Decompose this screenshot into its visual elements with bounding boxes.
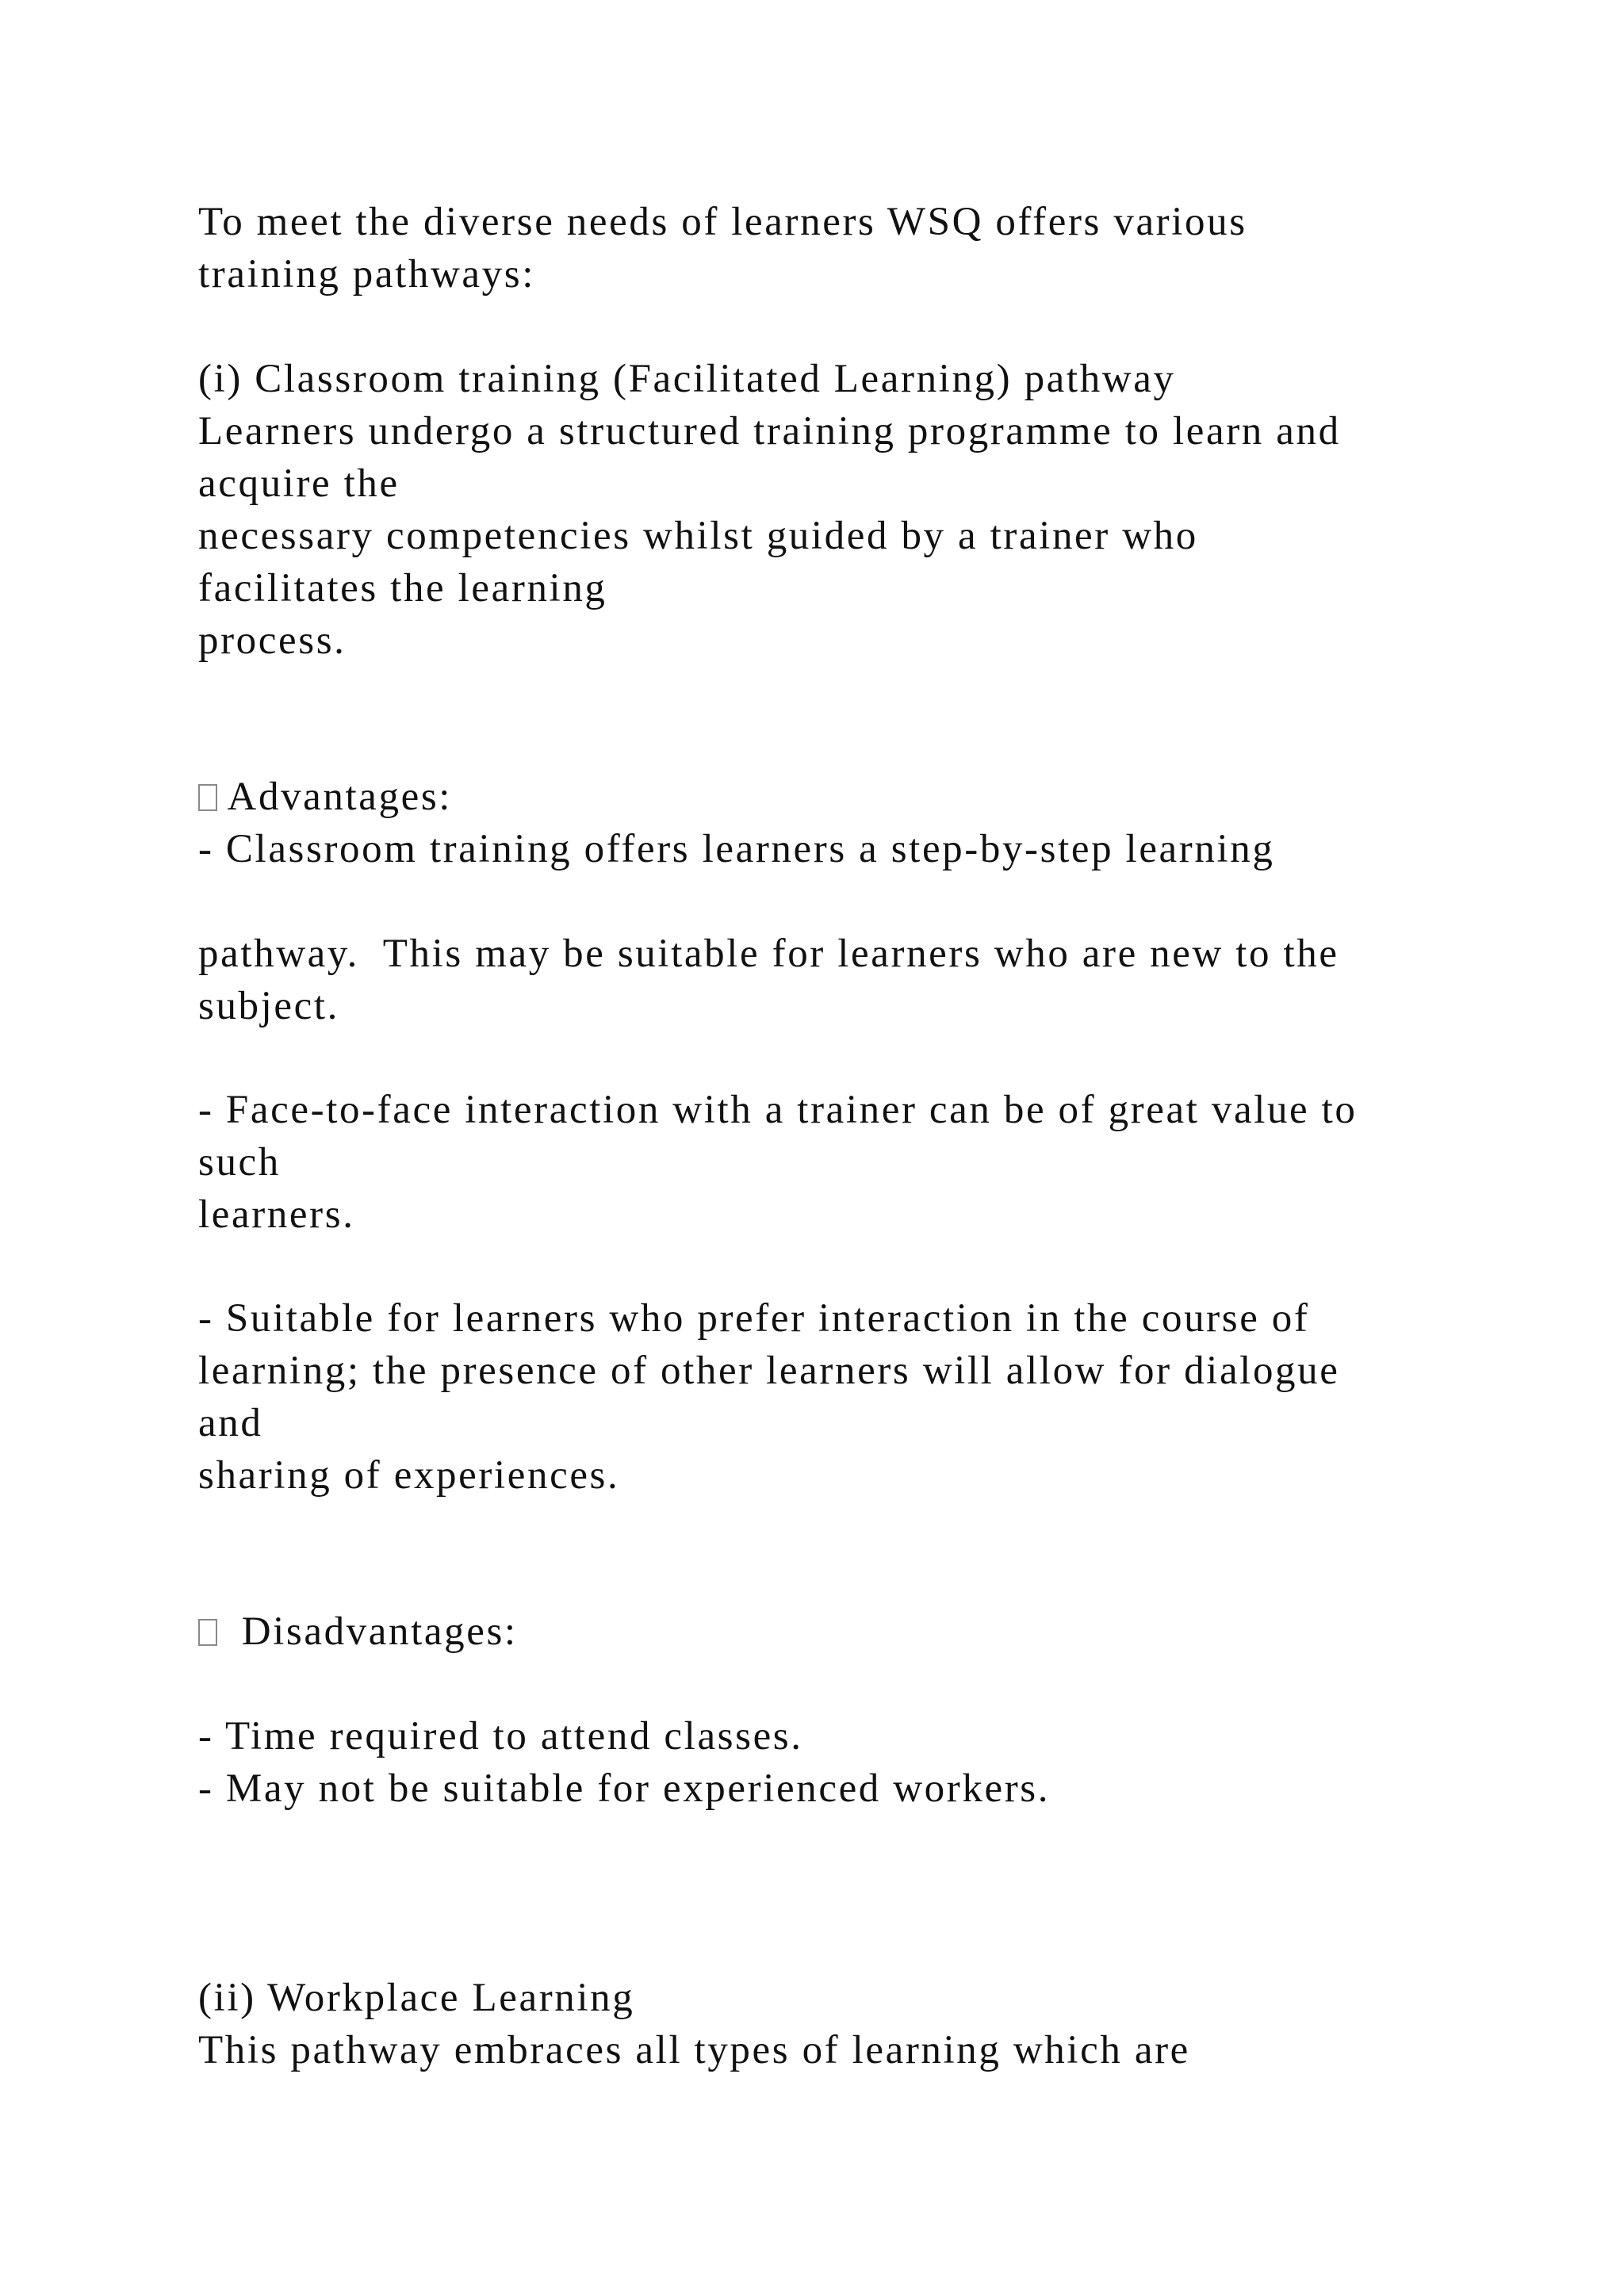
body-line: facilitates the learning xyxy=(198,566,607,610)
missing-glyph-icon xyxy=(198,1619,217,1646)
advantage-line: and xyxy=(198,1401,263,1445)
advantage-line: sharing of experiences. xyxy=(198,1453,620,1498)
advantage-line: pathway. This may be suitable for learners who are new to the xyxy=(198,932,1339,976)
advantage-line: subject. xyxy=(198,984,340,1028)
advantage-line: - Suitable for learners who prefer interaction in the course of xyxy=(198,1296,1310,1341)
disadvantages-heading xyxy=(198,1605,518,1658)
section-heading: (ii) Workplace Learning xyxy=(198,1976,635,2020)
body-line: acquire the xyxy=(198,461,400,506)
advantage-line: such xyxy=(198,1140,281,1184)
advantages-label: Advantages: xyxy=(217,775,453,819)
body-line: This pathway embraces all types of learning which are xyxy=(198,2028,1190,2072)
missing-glyph-icon xyxy=(198,784,217,811)
body-line: process. xyxy=(198,618,347,663)
disadvantages-label: Disadvantages: xyxy=(217,1609,518,1654)
disadvantage-line: - May not be suitable for experienced workers. xyxy=(198,1766,1051,1811)
intro-line: To meet the diverse needs of learners WSQ offers various xyxy=(198,200,1247,244)
intro-line: training pathways: xyxy=(198,252,535,297)
body-line: necessary competencies whilst guided by a trainer who xyxy=(198,514,1198,558)
body-line: Learners undergo a structured training programme to learn and xyxy=(198,409,1341,453)
advantage-line: learners. xyxy=(198,1192,355,1237)
advantages-heading xyxy=(198,771,452,823)
section-heading: (i) Classroom training (Facilitated Learning) pathway xyxy=(198,357,1176,401)
advantage-line: - Classroom training offers learners a step-by-step learning xyxy=(198,827,1275,871)
advantage-line: learning; the presence of other learners will allow for dialogue xyxy=(198,1349,1340,1393)
advantage-line: - Face-to-face interaction with a trainer can be of great value to xyxy=(198,1088,1358,1132)
disadvantage-line: - Time required to attend classes. xyxy=(198,1714,803,1758)
